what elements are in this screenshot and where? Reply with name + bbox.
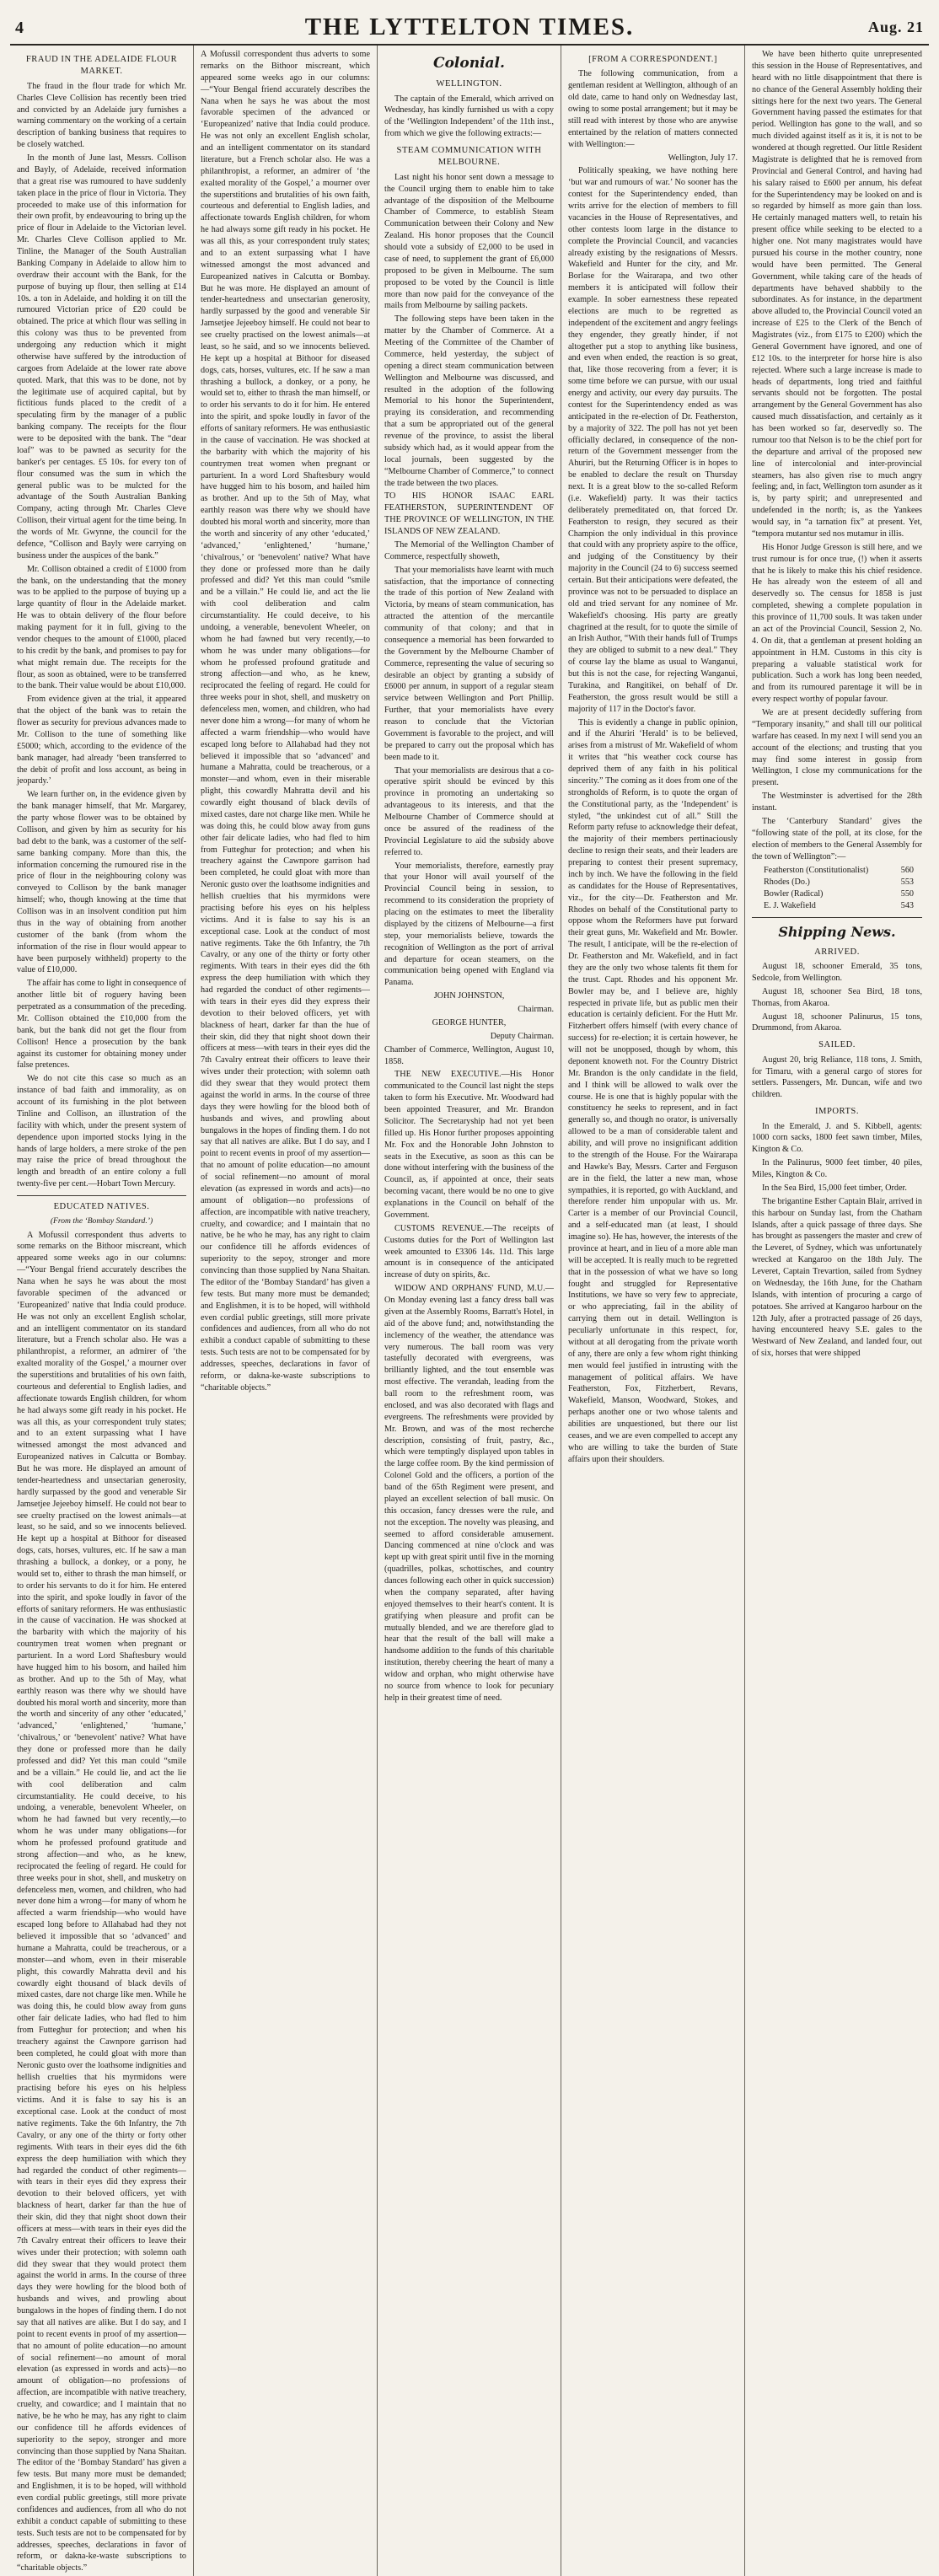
paragraph: Mr. Collison obtained a credit of £1000 from the bank, on the understanding that the money was to be applied to the purpose of buying up a large quantity of flour in the Adelaide market. He was to obtain delivery of the flour before making payment for it in full, giving to the vendor cheques to the amount of £1000, placed to his credit by the bank, and promises to pay for what might remain due. The receipts for the flour, as soon as obtained, were to be transferred to the bank. Their value would be about £10,000. [17, 564, 186, 691]
paragraph: His Honor Judge Gresson is still here, and we trust rumour is for once true, (!) when it asserts that he is likely to make this his chief residence. He has already won the esteem of all and deservedly so. The census for 1858 is just completed, shewing a complete population in this province of 11,700 souls. It was taken under an act of the Provincial Council, Session 2, No. 4. On dit, that a gentleman at present holding an appointment in H.M. Customs in this city is preparing a valuable statistical work for publication. Such a work has long been needed, and from its rumoured parentage it will be in every respect worthy of popular favour. [752, 542, 922, 705]
paragraph: That your memorialists have learnt with much satisfaction, that the importance of connecting the trade of this portion of New Zealand with Victoria, by means of steam communication, has attracted the attention of the mercantile community of that colony; and that in consequence a memorial has been forwarded to the Government by the Melbourne Chamber of Commerce, representing the value of securing so desirable an object by granting a subsidy of £6000 per annum, in support of a regular steam service between Wellington and Port Phillip. Further, that your memorialists have every reason to conclude that the Victorian Government is favorable to the project, and will be prepared to carry out the proposal which has been made to it. [384, 565, 554, 762]
paragraph: WIDOW AND ORPHANS' FUND, M.U.—On Monday evening last a fancy dress ball was given at the Assembly Rooms, Barratt's Hotel, in aid of the above fund; and, notwithstanding the inclemency of the weather, the attendance was very numerous. The ball room was very tastefully decorated with evergreens, was brilliantly lighted, and the tout ensemble was most effective. The verandah, leading from the ball room to the refreshment room, was enclosed, and was also decorated with flags and evergreens. The refreshments were provided by Mr. Brown, and was of the most recherche description, consisting of fruit, pastry, &c., which were temptingly displayed upon tables in the large coffee room. By the kind permission of Colonel Gold and the officers, a portion of the band of the 65th Regiment were present, and played an excellent selection of ball music. On this occasion, fancy dresses were the rule, and not the exception. The novelty was pleasing, and seemed to afford considerable amusement. Dancing commenced at nine o'clock and was kept up with great spirit until five in the morning (quadrilles, polkas, schottisches, and country dances following each other in quick succession) when the company separated, after having enjoyed themselves to their heart's content. It is gratifying when pleasure and profit can be mutually blended, and we are therefore glad to hear that the result of the ball will make a handsome addition to the funds of this charitable institution, thereby cheering the heart of many a widow and orphan, who might otherwise have no source from whence to look for pecuniary help in their greatest time of need. [384, 1284, 554, 1703]
paragraph: THE NEW EXECUTIVE.—His Honor communicated to the Council last night the steps taken to form his Executive. Mr. Woodward had been appointed Treasurer, and Mr. Brandon Solicitor. The Secretaryship had not yet been filled up. His Honor further proposes appointing Mr. Fox and the Honorable John Johnston to seats in the Executive, as soon as this can be done without interfering with the business of the Council, as, if appointed at once, their seats becoming vacant, there would be no one to give explanations in the Council on behalf of the Government. [384, 1070, 554, 1220]
memorial-address: TO HIS HONOR ISAAC EARL FEATHERSTON, SUPERINTENDENT OF THE PROVINCE OF WELLINGTON, IN THE ISLANDS OF NEW ZEALAND. [384, 491, 554, 537]
shipping-entry: August 20, brig Reliance, 118 tons, J. Smith, for Timaru, with a general cargo of stores for settlers. Passengers, Mr. Duncan, wife and two children. [752, 1055, 922, 1100]
column-2 [194, 46, 378, 2576]
issue-date: Aug. 21 [867, 19, 924, 35]
column-3 [378, 46, 561, 2576]
paragraph: The captain of the Emerald, which arrived on Wednesday, has kindly furnished us with a copy of the ‘Wellington Independent’ of the 11th inst., from which we give the following extracts:— [384, 94, 554, 139]
signature-role: Chairman. [518, 1005, 554, 1015]
paragraph: The Memorial of the Wellington Chamber of Commerce, respectfully showeth, [384, 539, 554, 561]
shipping-entry: In the Palinurus, 9000 feet timber, 40 piles, Miles, Kington & Co. [752, 1158, 922, 1180]
paragraph: The fraud in the flour trade for which Mr. Charles Cleve Collision has recently been tried and convicted by an Adelaide jury furnishes a warning commentary on the working of a certain description of banking business that requires to be closely watched. [17, 81, 186, 150]
masthead [10, 0, 929, 46]
paragraph: This is evidently a change in public opinion, and if the Ahuriri ‘Herald’ is to be believed, arises from a mistrust of Mr. Wakefield of whom it writes that “his weather cock course has deprived them of any faith in his political sincerity.” The coming as it does from one of the strongholds of Reform, is to quote the organ of the Constitutional party, as the ‘Independent’ is styled, “the unkindest cut of all.” Still the Reform party refuse to acknowledge their defeat, the majority of their members pertinaciously decline to resign their seats, and their leaders are preparing to contest their present supremacy, inch by inch. We have the following in the field as candidates for the House of Representatives, viz., for the city—Dr. Featherston and Mr. Rhodes on behalf of the Constitutional party to oppose whom the Reformers have put forward their great guns, Mr. Wakefield and Mr. Bowler. The result, I anticipate, will be the re-election of Dr. Featherston and Mr. Wakefield, and in fact they are the only two whose talents fit them for the trust. Capt. Rhodes and his opponent Mr. Bowler may be, and I believe are, highly respected in private life, but as public men their education is certainly deficient. For the Hutt Mr. Fitzherbert offers himself (with every chance of success) for re-election; it is certain however, he will not be unopposed, though by whom, this deponent knoweth not. For the Country District Mr. Brandon is the only candidate in the field, and I think will be allowed to walk over the course. He is one that is highly popular with the constituency he seeks to represent, and in fact generally so, and though no orator, is universally allowed to be a man of considerable talent and ability, and will prove no insignificant addition to the strength of the House. For the Wairarapa and Hawke's Bay, Messrs. Carter and Ferguson are in the field, the latter a new man, whose sympathies, it is reported, go with Auckland, and therefore render him unpopular with us. Mr. Carter is a member of our Provincial Council, and a self-educated man (at least, I should imagine so). He has, however, the interests of the province at heart, and in lieu of a more able man will be accepted. It is really much to be regretted that in the possession of what we have so long fought and struggled for Representative Institutions, we have so very few to appreciate, or who appreciating, fail in the ability of carrying them out in detail. Wellington is peculiarly unfortunate in this respect, for, without at all derogating from the private worth of any, there are only a few whom right thinking men would feel justified in intrusting with the management of political affairs. We have Featherston, Fox, Fitzherbert, Revans, Wakefield, Manson, Woodward, Stokes, and perhaps another one or two whose talents and abilities are unquestioned, but there our list ceases, and we are even compelled to accept any who are willing to take the burden of State affairs upon their shoulders. [568, 717, 738, 1464]
poll-row [764, 900, 922, 912]
poll-row [764, 865, 922, 877]
columns [10, 46, 929, 2573]
candidate-votes: 553 [900, 877, 914, 888]
paragraph: That your memorialists are desirous that a co-operative spirit should be evinced by this province in promoting an undertaking so advantageous to its interests, and that the Melbourne Chamber of Commerce should at once be assured of the readiness of the Provincial Legislature to aid the subsidy above referred to. [384, 765, 554, 857]
paragraph: A Mofussil correspondent thus adverts to some remarks on the Bithoor miscreant, which appeared some weeks ago in our columns:—“Your Bengal friend accurately describes the Nana when he says he was about the most favorable specimen of the advanced or ‘Europeanized’ native that India could produce. He was not only an excellent English scholar, and an intelligent commentator on its standard literature, but a French scholar also. He was a philanthropist, a reformer, an admirer of ‘the exalted morality of the Gospel,’ a mourner over the superstitions and brutalities of his own faith, courteous and deferential to English ladies, and affectionate towards English children, for whom he had always some gift ready in his pocket. He was all this, as your correspondent truly states; and to an extent surpassing what I have witnessed amongst the most advanced and Europeanized natives in Calcutta or Bombay. But he was more. He displayed an amount of tender-heartedness and unsectarian generosity, hardly surpassed by the good and venerable Sir Jamsetjee Jejeeboy himself. He could not bear to see cruelty practised on the lowest animals—at least, so he said, and so we innocents believed. He kept up a hospital at Bithoor for diseased dogs, cats, horses, vultures, etc. If he saw a man thrashing a bullock, a donkey, or a pony, he would set to, either to thrash the man himself, or to order his servants to do it for him. He entered into the spirit, and spoke loudly in favor of the efforts of sanitary reformers. He was enthusiastic in the cause of vaccination. He was shocked at the barbarity with which the majority of his countrymen treat women when pregnant or parturient. In a word Lord Shaftesbury would have hugged him to his bosom, and hailed him as brother. And up to the 5th of May, what earthly reason was there why we should have doubted his moral worth and sincerity, more than the worth and sincerity of any other ‘educated,’ ‘advanced,’ ‘enlightened,’ ‘humane,’ ‘chivalrous,’ or ‘benevolent’ native? What have they done or professed more than he daily professed and did? Yet this man could “smile and be a villain.” He could lie, and act the lie with cool deliberation and calm circumstantiality. He could deceive, to his undoing, a venerable, benevolent Wheeler, on whom he had fawned but very recently,—to whom he was under many obligations—for whom he professed profound gratitude and strong affection—and who, as he knew, reciprocated the feeling of regard. He could for three weeks pour in shot, shell, and musketry on defenceless men, women, and children, who had never done him a wrong—for many of whom he affected a warm friendship—who would have escaped long before to Allahabad had they not believed it impossible that so ‘advanced’ and humane a Mahratta, could be treacherous, or a monster—and whom, even in their miserable plight, this cowardly Mahratta devil and his cowardly eight thousand of black devils of mixed castes, dare not charge like men. While he was doing this, he could blow away from guns other fair delicate ladies, who had fled to him from Futteghur for protection; and when his treachery against the Cawnpore garrison had been completed, he could gloat with more than Neronic gusto over the loathsome indignities and hellish cruelties that his myrmidons were practising before his eyes on his helpless victims. And it is false to say his is an exceptional case. Look at the conduct of most native regiments. Take the 6th Infantry, the 7th Cavalry, or any one of the thirty or forty other regiments. With tears in their eyes did the 6th express the deep humiliation with which they had regarded the conduct of other regiments—with tears in their eyes did they express their devotion to their beloved officers, yet with blackness of heart, darker far than the hue of their skin, did they that night shoot down their officers at mess—with tears in their eyes did the 7th Cavalry entreat their officers to leave their wives under their protection; with solemn oath did they swear that they would protect them against the world in arms. In the course of three days they were howling for the blood both of husbands and wives, and prowling about bungalows in the hopes of finding them. I do not say that all natives are alike. But I do say, and I point to recent events in proof of my assertion—that no amount of polite education—no amount of social refinement—no amount of moral elevation (as expressed in words and acts)—no amount of obligation—no professions of affection, are incompatible with native treachery, cruelty, and cowardice; and I maintain that no native, be he who he may, has any right to claim our confidence till he affords evidences of superiority to the sepoy, stronger and more convincing than those supplied by Nana Shaitan. The editor of the ‘Bombay Standard’ has given a few tests. But many more must be demanded; and Englishmen, it is to be hoped, will withhold even cordial public greetings, still more private confidences and audiences, from all who do not exhibit a conduct capable of submitting to these tests. Such tests are not to be compensated for by addresses, speeches, declarations in favor of reform, or dakna-ke-waste subscriptions to “charitable objects.” [17, 1230, 186, 2573]
paragraph: The following steps have been taken in the matter by the Chamber of Commerce. At a Meeting of the Committee of the Chamber of Commerce, held yesterday, the subject of opening a direct steam communication between Wellington and Melbourne was discussed, and resulted in the adoption of the following Memorial to his honor the Superintendent, praying its consideration, and recommending that a sum be appropriated out of the general revenue of the province, to assist the liberal subsidy which had, as it would appear from the local journals, been suggested by the “Melbourne Chamber of Commerce,” to connect the trade between the two places. [384, 314, 554, 488]
paragraph: Your memorialists, therefore, earnestly pray that your Honor will avail yourself of the Provincial Council being in session, to recommend to its consideration the propriety of placing on the estimates to meet the liberality displayed by the citizens of Melbourne—a first step, your memorialists believe, towards the recognition of Wellington as the port of arrival and departure for ocean steamers, on the communication being opened with England via Panama. [384, 861, 554, 988]
signature-name: JOHN JOHNSTON, [433, 991, 505, 1001]
section-title-shipping: Shipping News. [778, 923, 896, 940]
column-4 [561, 46, 745, 2576]
sign-off: Chamber of Commerce, Wellington, August 10, 1858. [384, 1044, 554, 1066]
paragraph: The affair has come to light in consequence of another little bit of roguery having been perpetrated as a consummation of the preceding. Mr. Collison obtained the £10,000 from the bank, but the bank did not get the flour from Collison! Hence a prosecution by the bank against its customer for obtaining money under false pretences. [17, 979, 186, 1071]
subheading-arrived: ARRIVED. [814, 947, 860, 957]
fraud-body [17, 81, 186, 1190]
candidate-votes: 560 [900, 866, 914, 876]
paragraph: The ‘Canterbury Standard’ gives the “following state of the poll, at its close, for the election of members to the General Assembly for the town of Wellington”:— [752, 816, 922, 861]
subheading-imports: IMPORTS. [815, 1107, 859, 1117]
candidate-name: Bowler (Radical) [764, 889, 824, 899]
subheading-sailed: SAILED. [818, 1040, 856, 1050]
paragraph: The following communication, from a gentleman resident at Wellington, although of an old date, came to hand only on Wednesday last, owing to some postal arrangement; but it may be still read with interest by those who are anywise entertained by the relation of matters connected with Wellington:— [568, 69, 738, 149]
correspondent-heading: [FROM A CORRESPONDENT.] [588, 55, 717, 64]
place-heading: WELLINGTON. [436, 79, 502, 89]
paragraph: We do not cite this case so much as an instance of bad faith and immorality, as on account of its furnishing in the plot between Tinline and Collison, an illustration of the facility with which, under the present system of dependence upon imported stocks lying in the hands of large holders, a mere stroke of the pen may raise the price of bread throughout the length and breadth of an entire colony a full twenty-five per cent.—Hobart Town Mercury. [17, 1074, 186, 1189]
shipping-entry: In the Emerald, J. and S. Kibbell, agents: 1000 corn sacks, 1800 feet sawn timber, Miles, Kington & Co. [752, 1121, 922, 1155]
subheading-steam: STEAM COMMUNICATION WITH MELBOURNE. [396, 146, 542, 168]
section-title-colonial: Colonial. [433, 55, 505, 72]
paragraph: We learn further on, in the evidence given by the bank manager himself, that Mr. Margarey, the party whose flower was to be obtained by Collison, and given by him as security for his bad debt to the bank, was a customer of the self-same banking company. More than this, the information concerning the rumoured rise in the price of flour in the neighbouring colony was conveyed to Collison by the bank manager himself; who, though knowing at the time that Collison was in an insolvent condition put him thus in the way of obtaining from another customer of the bank (from whom the information of the rise in flour would appear to have been purposely withheld) property to the value of £10,000. [17, 790, 186, 975]
newspaper-title: THE LYTTELTON TIMES. [304, 13, 635, 40]
paragraph: From evidence given at the trial, it appeared that the object of the bank was to retain the flower as security for previous advances made to Mr. Collison to the tune of something like £5000; which, according to the evidence of the bank manager, had already ‘been transferred to the debit of profit and loss account, as being in jeopardy.’ [17, 695, 186, 786]
paragraph: We have been hitherto quite unrepresented this session in the House of Representatives, and heard with no little disappointment that there is no chance of the General Assembly holding their sittings here for the next two years. The General Government having passed the estimates for that period. Wellington has gone to the wall, and so much divided against itself as it is, it is not to be wondered at though regretted. Our little Resident Magistrate is delighted that he is removed from Provincial and General Control, and having had his salary raised to £600 per annum, his defeat for the Superintendency may be looked on and is so regarded by himself as more gain than loss. He certainly managed matters well, to retain his present office while seeking to be elected to a higher one. Not many magistrates would have pursued his course in the mother country, none would have been permitted. The General Government, while taking care of the heads of departments have behaved shabbily to the subordinates. As for instance, in the department above alluded to, the Provincial Council voted an increase of £25 to the Clerk of the Bench of Magistrates (viz., from £175 to £200) which the General Government have ignored, and one of £12 10s. to the interpreter for horse hire is also rejected. Where such a large increase is made to heads of departments, long tried and faithful servants should not be forgotten. The postal arrangement by the General Government has also caused much dissatisfaction, and certainly as it has been worked so far, deservedly so. The rumour too that Nelson is to be the chief port for the departure and arrival of the proposed new line of intercolonial and inter-provincial steamers, has also given rise to much angry feeling; and, in fact, Wellington torn asunder as it is, by party spirit; and unrepresented and undefended in the north; is, as the Yankees would say, in “a tarnation fix” at present. Yet, “tempora mutantur sed nos mutamur in illis. [752, 50, 922, 539]
dateline: Wellington, July 17. [668, 153, 738, 163]
paragraph: The Westminster is advertised for the 28th instant. [752, 792, 922, 813]
paragraph: In the month of June last, Messrs. Collison and Bayly, of Adelaide, received information that a great rise was rumoured to have suddenly taken place in the price of flour in Victoria. They proceeded to make use of this information for their own profit, by endeavouring to bring up the price of flour in Adelaide to the Victorian level. Mr. Charles Cleve Collison applied to Mr. Tinline, the Manager of the South Australian Banking Company in Adelaide to allow him to overdraw their account with the Bank, for the purpose of buying up flour, then selling at £14 10s. a ton in Adelaide, and holding it on till the rumoured Victorian price of £20 could be obtained. The price at which flour was selling in this colony was thus to be prevented from undergoing any reduction which it might otherwise have suffered by the introduction of cargoes from Adelaide at the lower rate above quoted. Mark, that this was to be done, not by the legitimate use of acquired capital, but by fictitious funds placed to the credit of a speculating firm by the manager of a public banking company. The receipts for the flour were to be deposited with the bank. The “dear loaf” was to be pawned as security for the banker's per centages. £5 10s. for every ton of flour consumed was the sum in which the general public was to be mulcted for the advantage of the South Australian Banking Company, acting through Mr. Charles Cleve Collison, their virtual agent for the time being. In the words of Mr. Gwynne, the council for the defence, “Collison and Bayly were carrying on business under the auspices of the bank.” [17, 153, 186, 561]
candidate-votes: 550 [900, 889, 914, 899]
article-title-fraud: FRAUD IN THE ADELAIDE FLOUR MARKET. [25, 55, 178, 77]
paragraph-continued: A Mofussil correspondent thus adverts to some remarks on the Bithoor miscreant, which appeared some weeks ago in our columns:—“Your Bengal friend accurately describes the Nana when he says he was about the most favorable specimen of the advanced or ‘Europeanized’ native that India could produce. He was not only an excellent English scholar, and an intelligent commentator on its standard literature, but a French scholar also. He was a philanthropist, a reformer, an admirer of ‘the exalted morality of the Gospel,’ a mourner over the superstitions and brutalities of his own faith, courteous and deferential to English ladies, and affectionate towards English children, for whom he had always some gift ready in his pocket. He was all this, as your correspondent truly states; and to an extent surpassing what I have witnessed amongst the most advanced and Europeanized natives in Calcutta or Bombay. But he was more. He displayed an amount of tender-heartedness and unsectarian generosity, hardly surpassed by the good and venerable Sir Jamsetjee Jejeeboy himself. He could not bear to see cruelty practised on the lowest animals—at least, so he said, and so we innocents believed. He kept up a hospital at Bithoor for diseased dogs, cats, horses, vultures, etc. If he saw a man thrashing a bullock, a donkey, or a pony, he would set to, either to thrash the man himself, or to order his servants to do it for him. He entered into the spirit, and spoke loudly in favor of the efforts of sanitary reformers. He was enthusiastic in the cause of vaccination. He was shocked at the barbarity with which the majority of his countrymen treat women when pregnant or parturient. In a word Lord Shaftesbury would have hugged him to his bosom, and hailed him as brother. And up to the 5th of May, what earthly reason was there why we should have doubted his moral worth and sincerity, more than the worth and sincerity of any other ‘educated,’ ‘advanced,’ ‘enlightened,’ ‘humane,’ ‘chivalrous,’ or ‘benevolent’ native? What have they done or professed more than he daily professed and did? Yet this man could “smile and be a villain.” He could lie, and act the lie with cool deliberation and calm circumstantiality. He could deceive, to his undoing, a venerable, benevolent Wheeler, on whom he had fawned but very recently,—to whom he was under many obligations—for whom he professed profound gratitude and strong affection—and who, as he knew, reciprocated the feeling of regard. He could for three weeks pour in shot, shell, and musketry on defenceless men, women, and children, who had never done him a wrong—for many of whom he affected a warm friendship—who would have escaped long before to Allahabad had they not believed it impossible that so ‘advanced’ and humane a Mahratta, could be treacherous, or a monster—and whom, even in their miserable plight, this cowardly Mahratta devil and his cowardly eight thousand of black devils of mixed castes, dare not charge like men. While he was doing this, he could blow away from guns other fair delicate ladies, who had fled to him from Futteghur for protection; and when his treachery against the Cawnpore garrison had been completed, he could gloat with more than Neronic gusto over the loathsome indignities and hellish cruelties that his myrmidons were practising before his eyes on his helpless victims. And it is false to say his is an exceptional case. Look at the conduct of most native regiments. Take the 6th Infantry, the 7th Cavalry, or any one of the thirty or forty other regiments. With tears in their eyes did the 6th express the deep humiliation with which they had regarded the conduct of other regiments—with tears in their eyes did they express their devotion to their beloved officers, yet with blackness of heart, darker far than the hue of their skin, did they that night shoot down their officers at mess—with tears in their eyes did the 7th Cavalry entreat their officers to leave their wives under their protection; with solemn oath did they swear that they would protect them against the world in arms. In the course of three days they were howling for the blood both of husbands and wives, and prowling about bungalows in the hopes of finding them. I do not say that all natives are alike. But I do say, and I point to recent events in proof of my assertion—that no amount of polite education—no amount of social refinement—no amount of moral elevation (as expressed in words and acts)—no amount of obligation—no professions of affection, are incompatible with native treachery, cruelty, and cowardice; and I maintain that no native, be he who he may, has any right to claim our confidence till he affords evidences of superiority to the sepoy, stronger and more convincing than those supplied by Nana Shaitan. The editor of the ‘Bombay Standard’ has given a few tests. But many more must be demanded; and Englishmen, it is to be hoped, will withhold even cordial public greetings, still more private confidences and audiences, from all who do not exhibit a conduct capable of submitting to these tests. Such tests are not to be compensated for by addresses, speeches, declarations in favor of reform, or dakna-ke-waste subscriptions to “charitable objects.” [201, 50, 370, 1393]
poll-row [764, 877, 922, 888]
column-1 [10, 46, 194, 2576]
candidate-votes: 543 [900, 901, 914, 910]
poll-row [764, 888, 922, 900]
candidate-name: Featherston (Constitutionalist) [764, 866, 869, 876]
poll-table [764, 865, 922, 912]
paragraph: We are at present decidedly suffering from “Temporary insanity,” and shall till our political warfare has ceased. In my next I will send you an account of the elections; and trusting that you may find some interest in gossip from Wellington, I close my communications for the present. [752, 708, 922, 788]
paragraph: Politically speaking, we have nothing here ‘but war and rumours of war.’ No sooner has the contest for the Superintendency ended, than writs arrive for the election of members to fill vacancies in the House of Representatives, and other contests loom large in the distance to complete the Provincial Council, and vacancies already existing by the resignations of Messrs. Wakefield and Hunter for the city, and Mr. Borlase for the Wairarapa, and two other members it is anticipated will follow their example. In sober earnestness these repeated elections are much to be regretted as independent of the excitement and angry feelings they engender, they greatly hinder, if not altogether put a stop to anything like business, and even when ended, the reaction is so great, that, like those recovering from a fever; it is some time before we can pursue, with our usual energy and activity, our every day pursuits. The contest for the Superintendency ended as was anticipated in the re-election of Dr. Featherston, by a majority of 322. The poll has not yet been officially declared, in consequence of the non-return of the Government messenger from the Ahuriri, but the Returning Officer is in hopes to be enabled to declare the result on Thursday next. It is a great blow to the so-called Reform (i.e. Wakefield) party. It was their tactics deliberately premeditated on, that forced Dr. Featherston to resign, they secured as their Champion the only individual in this province that could with any propriety aspire to the office, and judging of the Constituency by their majority in the Council (24 to 6) success seemed certain. But their anticipations were defeated, the province was not to be persuaded to displace an old and tried servant for any nominee of Mr. Wakefield's choosing. His party are greatly chagrined at the result, for to quote the simile of an Irish Author, “With their hands full of Trumps they are obliged to submit to a new deal.” They of course lay the blame as usual to Wanganui, but this is not the case, for rejecting Wanganui, Turakina, and Rangitikei, on behalf of Dr. Featherston, the gross result would be still a majority of 117 in the Doctor's favor. [568, 166, 738, 714]
article-title-natives: EDUCATED NATIVES. [53, 1202, 150, 1212]
page-number: 4 [15, 19, 24, 37]
article-source: (From the ‘Bombay Standard.’) [50, 1216, 153, 1226]
shipping-entry: In the Sea Bird, 15,000 feet timber, Order. [762, 1183, 907, 1193]
shipping-entry: August 18, schooner Sea Bird, 18 tons, Thomas, from Akaroa. [752, 986, 922, 1008]
signature-role: Deputy Chairman. [490, 1031, 554, 1041]
paragraph: The brigantine Esther Captain Blair, arrived in this harbour on Sunday last, from the Chatham Islands, after a quick passage of three days. She has brought as passengers the master and crew of the Leveret, of Sydney, which was unfortunately wrecked at Kangaroo on the 18th July. The Leveret, Captain Trevartion, sailed from Sydney on Wednesday, the 16th June, for the Chatham Islands, with intention of procuring a cargo of potatoes. She arrived at Kangaroo harbour on the 12th July, after a protracted passage of 26 days, having encountered heavy S.E. gales to the Westward of New Zealand, and landed four, out of six, horses that were shipped [752, 1196, 922, 1359]
divider [17, 1195, 186, 1196]
shipping-entry: August 18, schooner Palinurus, 15 tons, Drummond, from Akaroa. [752, 1012, 922, 1033]
candidate-name: E. J. Wakefield [764, 901, 816, 910]
shipping-entry: August 18, schooner Emerald, 35 tons, Sedcole, from Wellington. [752, 962, 922, 983]
divider [752, 917, 922, 918]
paragraph: Last night his honor sent down a message to the Council urging them to enable him to take advantage of the disposition of the Melbourne Chamber of Commerce, to establish Steam Communication between their Colony and New Zealand. His honor proposes that the Council should vote a subsidy of £2,000 to be used in case of need, to supplement the grant of £6,000 proposed to be given in Melbourne. The sum proposed to be voted by the Council is little more than now paid for the conveyance of the mails from Melbourne by sailing packets. [384, 172, 554, 311]
paragraph: CUSTOMS REVENUE.—The receipts of Customs duties for the Port of Wellington last week amounted to £3306 14s. 11d. This large amount is in consequence of the anticipated increase of duty on spirits, &c. [384, 1223, 554, 1280]
column-5 [745, 46, 929, 2576]
signature-name: GEORGE HUNTER, [432, 1017, 507, 1028]
candidate-name: Rhodes (Do.) [764, 877, 810, 888]
